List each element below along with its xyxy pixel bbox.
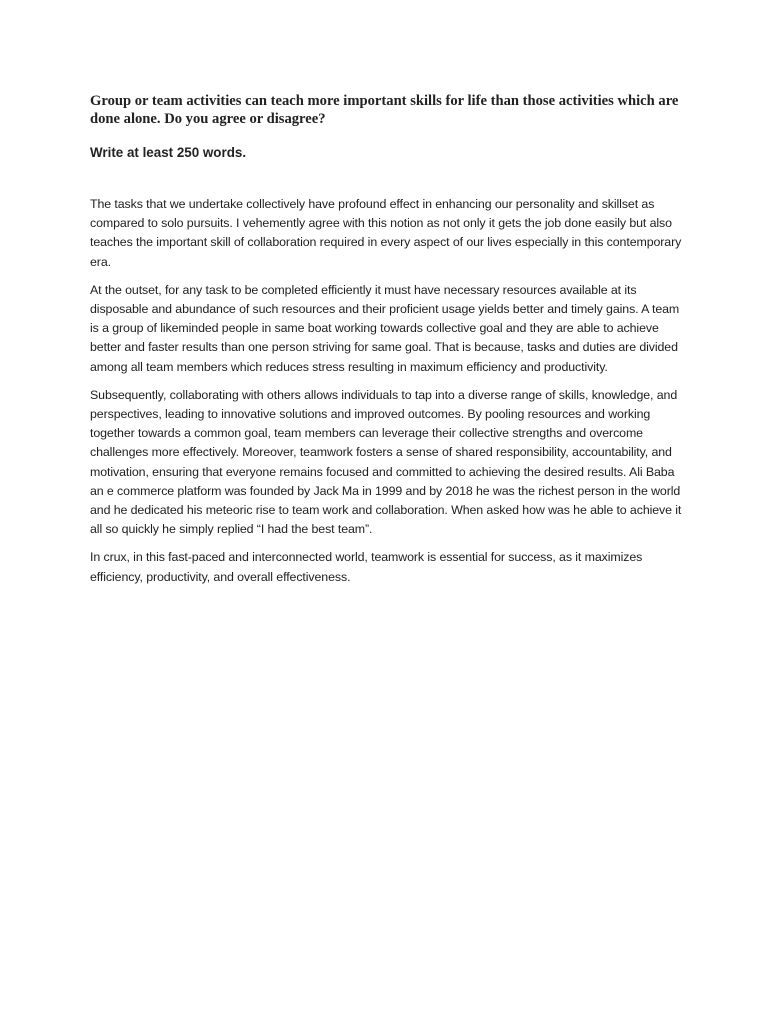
essay-paragraph-body-2: Subsequently, collaborating with others allows individuals to tap into a diverse range of skills, knowledge, and perspectives, leading to innovative solutions and improved outcomes. By pooling resources and working together towards a common goal, team members can leverage their collective strengths and overcome challenges more effectively. Moreover, teamwork fosters a sense of shared responsibility, accountability, and motivation, ensuring that everyone remains focused and committed to achieving the desired results. Ali Baba an e commerce platform was founded by Jack Ma in 1999 and by 2018 he was the richest person in the world and he dedicated his meteoric rise to team work and collaboration. When asked how was he able to achieve it all so quickly he simply replied “I had the best team”. bbox=[90, 387, 682, 537]
essay-prompt: Group or team activities can teach more important skills for life than those activities which are done alone. Do you agree or disagree? bbox=[90, 93, 679, 127]
document-page bbox=[90, 92, 690, 596]
essay-body bbox=[90, 195, 690, 587]
essay-paragraph-conclusion: In crux, in this fast-paced and interconnected world, teamwork is essential for success, as it maximizes efficiency, productivity, and overall effectiveness. bbox=[90, 550, 643, 584]
essay-paragraph-introduction: The tasks that we undertake collectively have profound effect in enhancing our personality and skillset as compared to solo pursuits. I vehemently agree with this notion as not only it gets the job done easily but also teaches the important skill of collaboration required in every aspect of our lives especially in this contemporary era. bbox=[90, 197, 682, 269]
word-count-instruction: Write at least 250 words. bbox=[90, 145, 247, 160]
essay-paragraph-body-1: At the outset, for any task to be completed efficiently it must have necessary resources available at its disposable and abundance of such resources and their proficient usage yields better and timely gains. A team is a group of likeminded people in same boat working towards collective goal and they are able to achieve better and faster results than one person striving for same goal. That is because, tasks and duties are divided among all team members which reduces stress resulting in maximum efficiency and productivity. bbox=[90, 282, 680, 374]
